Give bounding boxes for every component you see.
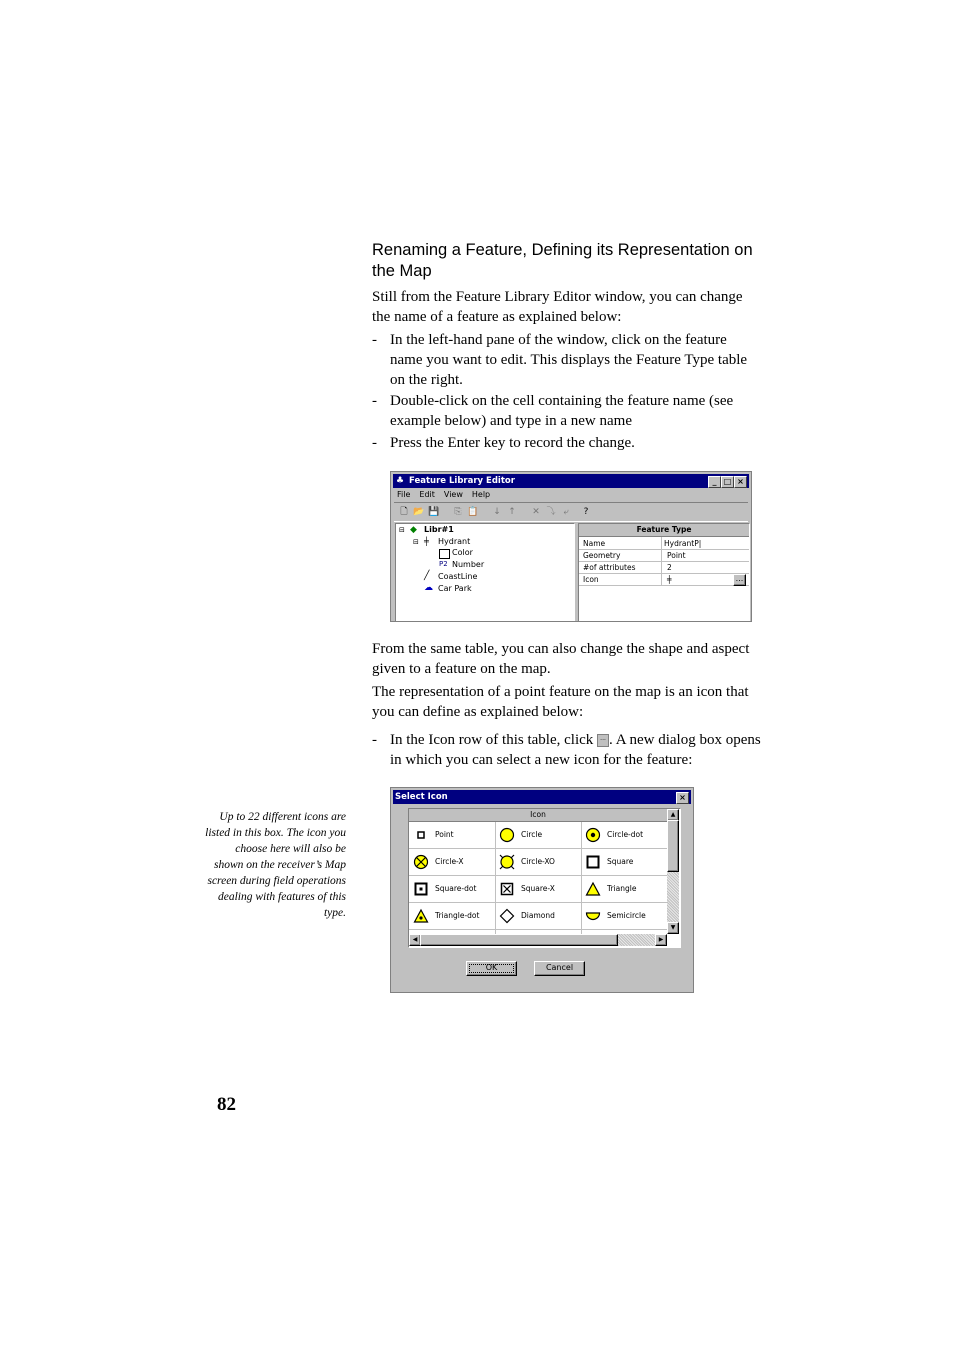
library-icon: ◆ (410, 525, 417, 535)
row-attributes-label: #of attributes (583, 563, 636, 572)
icon-label: Triangle-dot (435, 911, 480, 920)
icon-option-square-x[interactable] (495, 876, 581, 902)
app-icon: ♣ (396, 476, 405, 486)
icon-option-circle[interactable] (495, 822, 581, 848)
row-name-label: Name (583, 539, 606, 548)
intro-paragraph: Still from the Feature Library Editor window, you can change the name of a feature as explained below: (372, 289, 743, 325)
ok-button[interactable]: OK (466, 961, 517, 976)
icon-label: Square-X (521, 884, 555, 893)
icon-option-circle-xo[interactable] (495, 849, 581, 875)
vertical-scroll-thumb[interactable] (667, 820, 679, 872)
icon-label: Diamond (521, 911, 555, 920)
scroll-up-icon[interactable]: ▲ (667, 809, 679, 821)
icon-label: Circle-XO (521, 857, 555, 866)
icon-option-semicircle[interactable] (581, 903, 667, 929)
number-attribute-icon: P2 (439, 560, 448, 568)
circle-xo-icon (499, 854, 515, 870)
icon-list (408, 808, 681, 948)
cancel-button[interactable]: Cancel (534, 961, 585, 976)
scroll-right-icon[interactable]: ▶ (655, 934, 667, 946)
close-button[interactable]: × (734, 476, 747, 488)
tree-item-library[interactable]: Libr#1 (424, 525, 454, 534)
step-1: - In the left-hand pane of the window, click on the feature name you want to edit. This displays the Feature Type table on the right. (372, 332, 748, 388)
name-value-input[interactable]: HydrantP| (664, 539, 702, 548)
hydrant-icon: ╪ (424, 537, 429, 546)
horizontal-scrollbar[interactable] (409, 934, 667, 946)
open-folder-icon[interactable]: 📂 (413, 507, 425, 517)
icon-label: Point (435, 830, 454, 839)
collapse-icon[interactable]: ⊟ (413, 538, 419, 546)
circle-icon (499, 827, 515, 843)
color-attribute-icon (439, 549, 450, 559)
semicircle-icon (585, 908, 601, 924)
name-value: HydrantP (664, 539, 699, 548)
icon-option-circle-dot[interactable] (581, 822, 667, 848)
feature-type-table (578, 523, 750, 622)
dialog-close-button[interactable]: × (676, 792, 689, 804)
icon-option-triangle-dot[interactable] (409, 903, 495, 929)
area-icon: ☁ (424, 583, 433, 593)
icon-label: Square (607, 857, 634, 866)
icon-label: Circle-X (435, 857, 464, 866)
menu-edit[interactable]: Edit (419, 490, 435, 499)
delete-icon[interactable]: ✕ (532, 507, 540, 517)
square-icon (585, 854, 601, 870)
new-file-icon[interactable]: 🗋 (400, 507, 408, 517)
dialog-title: Select Icon (395, 792, 448, 802)
table-header: Feature Type (579, 524, 749, 537)
icon-option-triangle[interactable] (581, 876, 667, 902)
step-1-text: In the left-hand pane of the window, click on the feature name you want to edit. This displays the Feature Type table on the right. (390, 332, 748, 388)
icon-option-square[interactable] (581, 849, 667, 875)
select-icon-dialog (390, 787, 694, 993)
icon-option-circle-x[interactable] (409, 849, 495, 875)
attributes-value[interactable]: 2 (667, 563, 672, 572)
menubar (397, 490, 499, 499)
icon-paragraph: The representation of a point feature on the map is an icon that you can define as explained below: (372, 684, 749, 720)
tree-item-coastline[interactable]: CoastLine (438, 572, 478, 581)
vertical-scrollbar[interactable] (667, 809, 679, 934)
feature-library-editor-window (390, 471, 752, 622)
icon-option-square-dot[interactable] (409, 876, 495, 902)
editor-titlebar (393, 474, 749, 488)
point-icon (413, 827, 429, 843)
section-heading: Renaming a Feature, Defining its Representation on the Map (372, 241, 753, 280)
dialog-titlebar (393, 790, 691, 804)
save-icon[interactable]: 💾 (428, 507, 440, 517)
menu-file[interactable]: File (397, 490, 411, 499)
icon-option-diamond[interactable] (495, 903, 581, 929)
tree-item-number[interactable]: Number (452, 560, 485, 569)
row-geometry-label: Geometry (583, 551, 621, 560)
inline-browse-button: ... (597, 734, 609, 747)
scroll-down-icon[interactable]: ▼ (667, 922, 679, 934)
icon-option-point[interactable] (409, 822, 495, 848)
scroll-left-icon[interactable]: ◀ (409, 934, 421, 946)
icon-step-before: In the Icon row of this table, click (390, 732, 594, 748)
page-number: 82 (217, 1094, 236, 1115)
icon-column-header: Icon (409, 809, 667, 822)
icon-label: Semicircle (607, 911, 646, 920)
toolbar (394, 502, 748, 522)
minimize-button[interactable]: _ (708, 476, 721, 488)
maximize-button[interactable]: □ (721, 476, 734, 488)
hydrant-icon: ╪ (667, 575, 672, 584)
step-2-text: Double-click on the cell containing the feature name (see example below) and type in a new name (390, 393, 734, 429)
shape-paragraph: From the same table, you can also change the shape and aspect given to a feature on the map. (372, 641, 750, 677)
icon-step-after: . A new dialog box opens in which you can select a new icon for the feature: (390, 732, 761, 768)
row-divider (579, 585, 749, 586)
tree-pane (395, 523, 575, 622)
line-icon: ╱ (424, 571, 430, 581)
triangle-icon (585, 881, 601, 897)
editor-title: Feature Library Editor (409, 476, 515, 486)
paste-icon[interactable]: 📋 (467, 507, 479, 517)
geometry-value[interactable]: Point (667, 551, 686, 560)
add-attribute-icon[interactable]: ⤵ (546, 507, 556, 517)
icon-label: Circle-dot (607, 830, 644, 839)
move-down-icon[interactable]: ↓ (493, 507, 501, 517)
square-dot-icon (413, 881, 429, 897)
help-icon[interactable]: ? (583, 507, 589, 517)
square-x-icon (499, 881, 515, 897)
triangle-dot-icon (413, 908, 429, 924)
grid-line (409, 929, 667, 930)
tree-item-color[interactable]: Color (452, 548, 473, 557)
step-2: - Double-click on the cell containing the feature name (see example below) and type in a new name (372, 393, 734, 429)
step-3-text: Press the Enter key to record the change. (390, 435, 635, 451)
icon-label: Square-dot (435, 884, 477, 893)
icon-label: Circle (521, 830, 543, 839)
circle-dot-icon (585, 827, 601, 843)
side-note: Up to 22 different icons are listed in this box. The icon you choose here will also be shown on the receiver’s Map screen during field operations dealing with features of this type. (205, 811, 346, 919)
move-up-icon[interactable]: ↑ (508, 507, 516, 517)
icon-step: - In the Icon row of this table, click ... . A new dialog box opens in which you can select a new icon for the feature: (372, 732, 761, 768)
step-3: - Press the Enter key to record the change. (372, 435, 635, 451)
collapse-icon[interactable]: ⊟ (399, 526, 405, 534)
add-feature-icon[interactable]: ⤶ (563, 507, 569, 517)
menu-view[interactable]: View (443, 490, 463, 499)
row-icon-label: Icon (583, 575, 599, 584)
copy-icon[interactable]: ⎘ (454, 507, 462, 517)
row-divider (579, 573, 749, 574)
tree-item-hydrant[interactable]: Hydrant (438, 537, 471, 546)
menu-help[interactable]: Help (471, 490, 491, 499)
circle-x-icon (413, 854, 429, 870)
icon-browse-button[interactable]: ... (733, 574, 746, 586)
diamond-icon (499, 908, 515, 924)
tree-item-carpark[interactable]: Car Park (438, 584, 472, 593)
horizontal-scroll-thumb[interactable] (420, 934, 618, 946)
icon-label: Triangle (607, 884, 637, 893)
